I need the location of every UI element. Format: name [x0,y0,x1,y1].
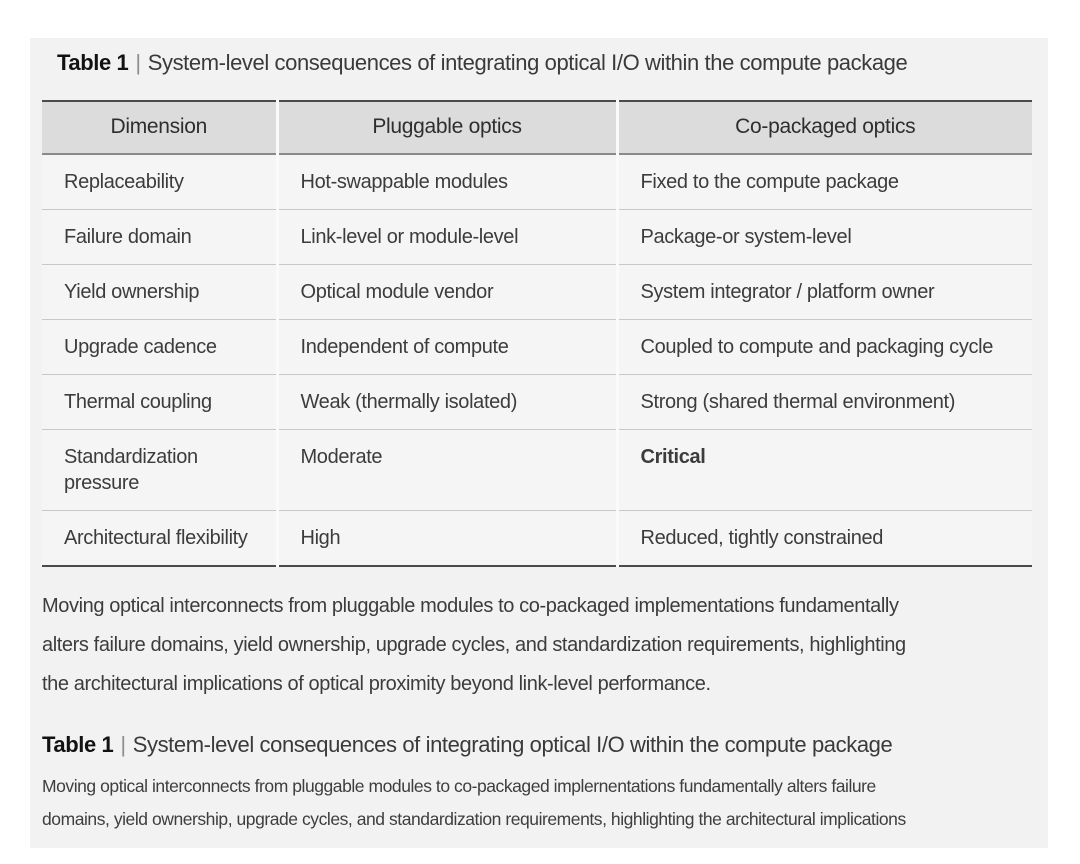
figure-card [30,38,1048,848]
cell-dimension: Upgrade cadence [42,320,277,375]
table-row-yield-ownership [42,265,1032,320]
table-title-text: System-level consequences of integrating optical I/O within the compute package [147,50,908,75]
cell-copackaged: Strong (shared thermal environment) [617,375,1032,430]
cell-dimension: Yield ownership [42,265,277,320]
caption-line: the architectural implications of optical proximity beyond link-level performance. [42,673,711,695]
footer-title-text: System-level consequences of integrating optical I/O within the compute package [132,732,893,757]
table-title [57,50,1048,76]
comparison-table [42,100,1032,567]
cell-pluggable: Optical module vendor [277,265,617,320]
footer-title-label: Table 1 [42,732,114,757]
cell-pluggable: Weak (thermally isolated) [277,375,617,430]
table-header-row [42,101,1032,154]
footer-caption [42,770,1048,836]
cell-dimension: Thermal coupling [42,375,277,430]
footer-title-separator: | [120,732,126,757]
table-title-label: Table 1 [57,50,129,75]
cell-copackaged: Critical [617,430,1032,511]
cell-pluggable: High [277,511,617,567]
caption-line: Moving optical interconnects from pluggable modules to co-packaged implementations fundamentally [42,595,899,617]
cell-pluggable: Hot-swappable modules [277,154,617,210]
cell-dimension: Standardization pressure [42,430,277,511]
column-header-dimension: Dimension [42,101,277,154]
column-header-pluggable: Pluggable optics [277,101,617,154]
footer-caption-line: Moving optical interconnects from pluggable modules to co-packaged implernentations fundamentally alters failure [42,776,876,796]
cell-copackaged: Fixed to the compute package [617,154,1032,210]
cell-dimension: Architectural flexibility [42,511,277,567]
cell-dimension: Replaceability [42,154,277,210]
table-row-failure-domain [42,210,1032,265]
cell-pluggable: Independent of compute [277,320,617,375]
cell-dimension: Failure domain [42,210,277,265]
cell-copackaged: Coupled to compute and packaging cycle [617,320,1032,375]
table-row-standardization-pressure [42,430,1032,511]
cell-pluggable: Moderate [277,430,617,511]
cell-copackaged: Package-or system-level [617,210,1032,265]
table-row-architectural-flexibility [42,511,1032,567]
cell-copackaged: System integrator / platform owner [617,265,1032,320]
table-caption [42,587,1048,704]
cell-copackaged: Reduced, tightly constrained [617,511,1032,567]
table-row-thermal-coupling [42,375,1032,430]
table-row-replaceability [42,154,1032,210]
table-row-upgrade-cadence [42,320,1032,375]
footer-table-title [42,732,1048,758]
table-title-separator: | [135,50,141,75]
caption-line: alters failure domains, yield ownership, upgrade cycles, and standardization requirements, highlighting [42,634,906,656]
column-header-copackaged: Co-packaged optics [617,101,1032,154]
cell-pluggable: Link-level or module-level [277,210,617,265]
footer-caption-line: domains, yield ownership, upgrade cycles, and standardization requirements, highlighting the architectural implications [42,809,906,829]
